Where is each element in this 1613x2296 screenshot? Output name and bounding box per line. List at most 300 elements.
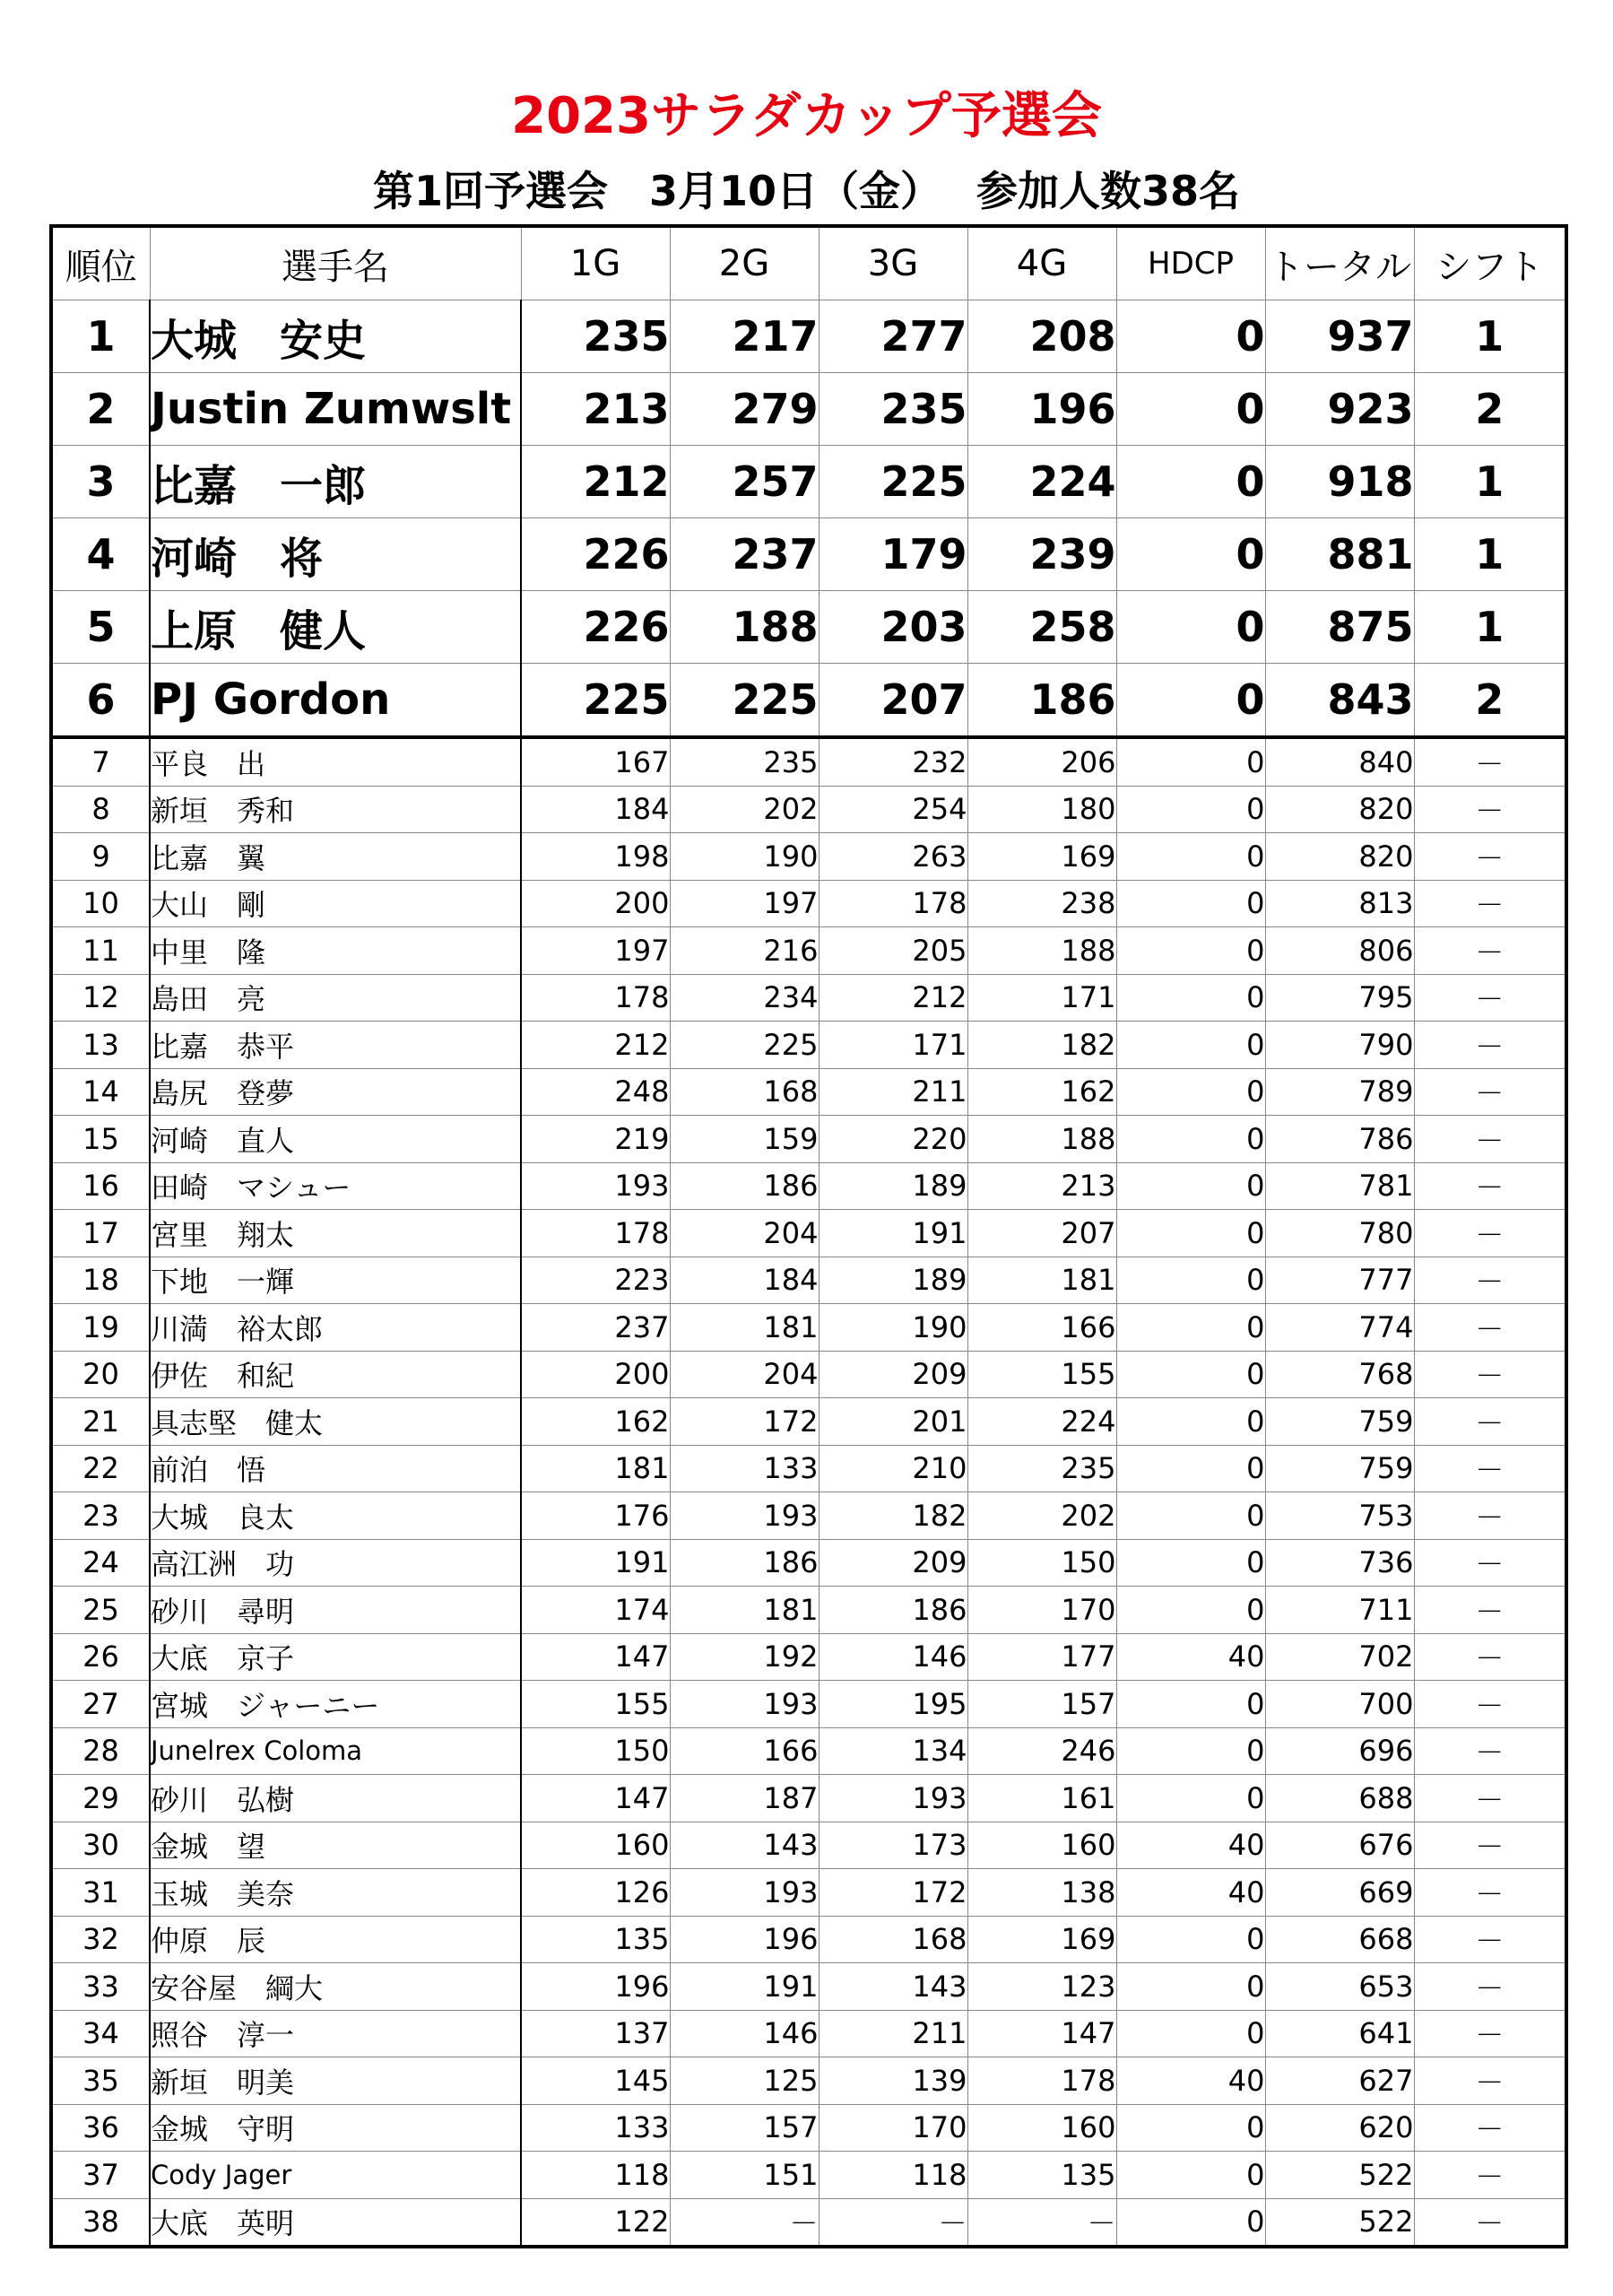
player-name-cell: 金城 望 <box>150 1822 521 1869</box>
game4-score-cell: 188 <box>967 927 1116 975</box>
game1-score-cell: 212 <box>521 1022 670 1069</box>
game2-score-cell: 172 <box>670 1398 819 1446</box>
game4-score-cell: 182 <box>967 1022 1116 1069</box>
game2-score-cell: 193 <box>670 1492 819 1540</box>
shift-cell: － <box>1414 2010 1566 2057</box>
table-row <box>51 1916 1566 1963</box>
hdcp-cell: 0 <box>1116 833 1265 881</box>
total-score-cell: 881 <box>1265 518 1414 591</box>
hdcp-cell: 0 <box>1116 880 1265 927</box>
hdcp-cell: 0 <box>1116 446 1265 518</box>
game1-score-cell: 197 <box>521 927 670 975</box>
game2-score-cell: 192 <box>670 1633 819 1681</box>
hdcp-cell: 0 <box>1116 927 1265 975</box>
rank-cell: 9 <box>51 833 150 881</box>
game2-score-cell: 186 <box>670 1539 819 1587</box>
game4-score-cell: 238 <box>967 880 1116 927</box>
total-score-cell: 702 <box>1265 1633 1414 1681</box>
total-score-cell: 813 <box>1265 880 1414 927</box>
hdcp-cell: 0 <box>1116 2152 1265 2199</box>
player-name-cell: 島田 亮 <box>150 974 521 1022</box>
game2-score-cell: 204 <box>670 1210 819 1257</box>
game4-score-cell: 162 <box>967 1068 1116 1116</box>
game2-score-cell: 166 <box>670 1727 819 1775</box>
rank-cell: 36 <box>51 2104 150 2152</box>
game2-score-cell: 188 <box>670 591 819 664</box>
player-name-cell: 新垣 秀和 <box>150 786 521 833</box>
rank-cell: 35 <box>51 2057 150 2105</box>
total-score-cell: 759 <box>1265 1398 1414 1446</box>
game2-score-cell: 225 <box>670 664 819 738</box>
game1-score-cell: 137 <box>521 2010 670 2057</box>
table-row <box>51 1116 1566 1163</box>
rank-cell: 32 <box>51 1916 150 1963</box>
hdcp-cell: 0 <box>1116 786 1265 833</box>
game3-score-cell: 168 <box>819 1916 967 1963</box>
player-name-cell: 玉城 美奈 <box>150 1869 521 1917</box>
game2-score-cell: 181 <box>670 1587 819 1634</box>
game4-score-cell: 150 <box>967 1539 1116 1587</box>
player-name-cell: 河崎 直人 <box>150 1116 521 1163</box>
shift-cell: － <box>1414 1162 1566 1210</box>
game1-score-cell: 226 <box>521 591 670 664</box>
hdcp-cell: 0 <box>1116 1398 1265 1446</box>
total-score-cell: 696 <box>1265 1727 1414 1775</box>
table-row <box>51 1068 1566 1116</box>
total-score-cell: 711 <box>1265 1587 1414 1634</box>
game1-score-cell: 213 <box>521 373 670 446</box>
shift-cell: 1 <box>1414 300 1566 373</box>
hdcp-cell: 0 <box>1116 1257 1265 1304</box>
game4-score-cell: 157 <box>967 1681 1116 1728</box>
game3-score-cell: 203 <box>819 591 967 664</box>
game2-score-cell: 181 <box>670 1304 819 1352</box>
game4-score-cell: 181 <box>967 1257 1116 1304</box>
table-row <box>51 1162 1566 1210</box>
game1-score-cell: 145 <box>521 2057 670 2105</box>
player-name-cell: 比嘉 恭平 <box>150 1022 521 1069</box>
game1-score-cell: 162 <box>521 1398 670 1446</box>
game4-score-cell: 147 <box>967 2010 1116 2057</box>
game3-score-cell: 179 <box>819 518 967 591</box>
game1-score-cell: 235 <box>521 300 670 373</box>
table-row <box>51 880 1566 927</box>
rank-cell: 20 <box>51 1351 150 1398</box>
game2-score-cell: 279 <box>670 373 819 446</box>
game4-score-cell: 196 <box>967 373 1116 446</box>
game4-score-cell: 186 <box>967 664 1116 738</box>
player-name-cell: Justin Zumwslt <box>150 373 521 446</box>
shift-cell: － <box>1414 1351 1566 1398</box>
game1-score-cell: 167 <box>521 737 670 786</box>
total-score-cell: 875 <box>1265 591 1414 664</box>
header-2g: 2G <box>670 226 819 300</box>
table-row <box>51 591 1566 664</box>
shift-cell: － <box>1414 1068 1566 1116</box>
total-score-cell: 522 <box>1265 2152 1414 2199</box>
game1-score-cell: 191 <box>521 1539 670 1587</box>
total-score-cell: 753 <box>1265 1492 1414 1540</box>
hdcp-cell: 40 <box>1116 1822 1265 1869</box>
shift-cell: － <box>1414 1775 1566 1822</box>
shift-cell: － <box>1414 2152 1566 2199</box>
total-score-cell: 676 <box>1265 1822 1414 1869</box>
player-name-cell: 新垣 明美 <box>150 2057 521 2105</box>
game1-score-cell: 178 <box>521 974 670 1022</box>
game4-score-cell: 224 <box>967 1398 1116 1446</box>
game1-score-cell: 133 <box>521 2104 670 2152</box>
game3-score-cell: 170 <box>819 2104 967 2152</box>
rank-cell: 22 <box>51 1445 150 1492</box>
shift-cell: － <box>1414 1445 1566 1492</box>
total-score-cell: 918 <box>1265 446 1414 518</box>
rank-cell: 28 <box>51 1727 150 1775</box>
shift-cell: － <box>1414 1822 1566 1869</box>
rank-cell: 13 <box>51 1022 150 1069</box>
player-name-cell: 照谷 淳一 <box>150 2010 521 2057</box>
player-name-cell: Junelrex Coloma <box>150 1727 521 1775</box>
hdcp-cell: 0 <box>1116 518 1265 591</box>
table-row <box>51 974 1566 1022</box>
game4-score-cell: 123 <box>967 1963 1116 2011</box>
game3-score-cell: 211 <box>819 1068 967 1116</box>
rank-cell: 5 <box>51 591 150 664</box>
table-row <box>51 1257 1566 1304</box>
hdcp-cell: 0 <box>1116 2010 1265 2057</box>
rank-cell: 1 <box>51 300 150 373</box>
game3-score-cell: 189 <box>819 1162 967 1210</box>
header-3g: 3G <box>819 226 967 300</box>
shift-cell: 2 <box>1414 664 1566 738</box>
game4-score-cell: 160 <box>967 2104 1116 2152</box>
game2-score-cell: 193 <box>670 1681 819 1728</box>
game1-score-cell: 147 <box>521 1775 670 1822</box>
table-row <box>51 518 1566 591</box>
player-name-cell: 川満 裕太郎 <box>150 1304 521 1352</box>
game1-score-cell: 223 <box>521 1257 670 1304</box>
rank-cell: 37 <box>51 2152 150 2199</box>
game4-score-cell: 224 <box>967 446 1116 518</box>
rank-cell: 25 <box>51 1587 150 1634</box>
rank-cell: 11 <box>51 927 150 975</box>
table-row <box>51 2198 1566 2247</box>
rank-cell: 14 <box>51 1068 150 1116</box>
rank-cell: 27 <box>51 1681 150 1728</box>
total-score-cell: 777 <box>1265 1257 1414 1304</box>
game1-score-cell: 226 <box>521 518 670 591</box>
game4-score-cell: 213 <box>967 1162 1116 1210</box>
hdcp-cell: 0 <box>1116 1587 1265 1634</box>
hdcp-cell: 0 <box>1116 1304 1265 1352</box>
game2-score-cell: 235 <box>670 737 819 786</box>
shift-cell: － <box>1414 1869 1566 1917</box>
total-score-cell: 774 <box>1265 1304 1414 1352</box>
shift-cell: － <box>1414 1916 1566 1963</box>
game2-score-cell: 186 <box>670 1162 819 1210</box>
total-score-cell: 820 <box>1265 786 1414 833</box>
total-score-cell: 795 <box>1265 974 1414 1022</box>
game3-score-cell: 191 <box>819 1210 967 1257</box>
game1-score-cell: 176 <box>521 1492 670 1540</box>
shift-cell: － <box>1414 927 1566 975</box>
rank-cell: 15 <box>51 1116 150 1163</box>
total-score-cell: 641 <box>1265 2010 1414 2057</box>
game2-score-cell: 217 <box>670 300 819 373</box>
game2-score-cell: 191 <box>670 1963 819 2011</box>
game1-score-cell: 147 <box>521 1633 670 1681</box>
table-row <box>51 833 1566 881</box>
game1-score-cell: 212 <box>521 446 670 518</box>
total-score-cell: 806 <box>1265 927 1414 975</box>
player-name-cell: 島尻 登夢 <box>150 1068 521 1116</box>
shift-cell: － <box>1414 786 1566 833</box>
game3-score-cell: 172 <box>819 1869 967 1917</box>
game2-score-cell: 190 <box>670 833 819 881</box>
game4-score-cell: 178 <box>967 2057 1116 2105</box>
hdcp-cell: 0 <box>1116 1022 1265 1069</box>
rank-cell: 12 <box>51 974 150 1022</box>
game3-score-cell: 173 <box>819 1822 967 1869</box>
game3-score-cell: 195 <box>819 1681 967 1728</box>
table-row <box>51 1210 1566 1257</box>
hdcp-cell: 0 <box>1116 974 1265 1022</box>
rank-cell: 24 <box>51 1539 150 1587</box>
game4-score-cell: 170 <box>967 1587 1116 1634</box>
shift-cell: － <box>1414 2104 1566 2152</box>
shift-cell: － <box>1414 1492 1566 1540</box>
table-row <box>51 1775 1566 1822</box>
total-score-cell: 620 <box>1265 2104 1414 2152</box>
table-row <box>51 927 1566 975</box>
player-name-cell: 宮里 翔太 <box>150 1210 521 1257</box>
table-row <box>51 1822 1566 1869</box>
table-row <box>51 1587 1566 1634</box>
game3-score-cell: 139 <box>819 2057 967 2105</box>
table-row <box>51 1351 1566 1398</box>
player-name-cell: 上原 健人 <box>150 591 521 664</box>
rank-cell: 17 <box>51 1210 150 1257</box>
header-shift: シフト <box>1414 226 1566 300</box>
table-row <box>51 1539 1566 1587</box>
game4-score-cell: 246 <box>967 1727 1116 1775</box>
game2-score-cell: 187 <box>670 1775 819 1822</box>
game2-score-cell: 125 <box>670 2057 819 2105</box>
hdcp-cell: 0 <box>1116 1351 1265 1398</box>
player-name-cell: 砂川 尋明 <box>150 1587 521 1634</box>
rank-cell: 33 <box>51 1963 150 2011</box>
game2-score-cell: － <box>670 2198 819 2247</box>
shift-cell: － <box>1414 2057 1566 2105</box>
table-row <box>51 786 1566 833</box>
game4-score-cell: 169 <box>967 1916 1116 1963</box>
table-row <box>51 1304 1566 1352</box>
game4-score-cell: 202 <box>967 1492 1116 1540</box>
hdcp-cell: 0 <box>1116 664 1265 738</box>
shift-cell: － <box>1414 1022 1566 1069</box>
player-name-cell: 大底 英明 <box>150 2198 521 2247</box>
shift-cell: － <box>1414 880 1566 927</box>
player-name-cell: 仲原 辰 <box>150 1916 521 1963</box>
total-score-cell: 780 <box>1265 1210 1414 1257</box>
shift-cell: 2 <box>1414 373 1566 446</box>
game3-score-cell: 277 <box>819 300 967 373</box>
header-rank: 順位 <box>51 226 150 300</box>
table-row <box>51 446 1566 518</box>
shift-cell: － <box>1414 974 1566 1022</box>
rank-cell: 6 <box>51 664 150 738</box>
player-name-cell: 下地 一輝 <box>150 1257 521 1304</box>
total-score-cell: 781 <box>1265 1162 1414 1210</box>
game4-score-cell: 155 <box>967 1351 1116 1398</box>
hdcp-cell: 0 <box>1116 2104 1265 2152</box>
table-row <box>51 2010 1566 2057</box>
page-subtitle: 第1回予選会 3月10日（金） 参加人数38名 <box>372 167 1241 215</box>
game1-score-cell: 225 <box>521 664 670 738</box>
hdcp-cell: 0 <box>1116 1445 1265 1492</box>
rank-cell: 23 <box>51 1492 150 1540</box>
table-body <box>51 300 1566 2248</box>
hdcp-cell: 0 <box>1116 373 1265 446</box>
table-row <box>51 2104 1566 2152</box>
game3-score-cell: 254 <box>819 786 967 833</box>
game3-score-cell: 235 <box>819 373 967 446</box>
table-row <box>51 1869 1566 1917</box>
shift-cell: － <box>1414 1587 1566 1634</box>
rank-cell: 2 <box>51 373 150 446</box>
table-row <box>51 737 1566 786</box>
shift-cell: － <box>1414 1398 1566 1446</box>
shift-cell: － <box>1414 1963 1566 2011</box>
total-score-cell: 688 <box>1265 1775 1414 1822</box>
table-row <box>51 664 1566 738</box>
table-row <box>51 1492 1566 1540</box>
game1-score-cell: 181 <box>521 1445 670 1492</box>
game3-score-cell: 220 <box>819 1116 967 1163</box>
game1-score-cell: 160 <box>521 1822 670 1869</box>
hdcp-cell: 0 <box>1116 2198 1265 2247</box>
player-name-cell: 比嘉 一郎 <box>150 446 521 518</box>
header-row <box>51 226 1566 300</box>
hdcp-cell: 0 <box>1116 300 1265 373</box>
shift-cell: － <box>1414 1633 1566 1681</box>
shift-cell: 1 <box>1414 446 1566 518</box>
game3-score-cell: 189 <box>819 1257 967 1304</box>
player-name-cell: 比嘉 翼 <box>150 833 521 881</box>
hdcp-cell: 0 <box>1116 1916 1265 1963</box>
game4-score-cell: 135 <box>967 2152 1116 2199</box>
header-hdcp: HDCP <box>1116 226 1265 300</box>
game3-score-cell: 193 <box>819 1775 967 1822</box>
hdcp-cell: 40 <box>1116 1869 1265 1917</box>
shift-cell: － <box>1414 1304 1566 1352</box>
table-row <box>51 1022 1566 1069</box>
game3-score-cell: 210 <box>819 1445 967 1492</box>
game4-score-cell: 235 <box>967 1445 1116 1492</box>
rank-cell: 10 <box>51 880 150 927</box>
total-score-cell: 700 <box>1265 1681 1414 1728</box>
hdcp-cell: 0 <box>1116 1210 1265 1257</box>
game3-score-cell: 201 <box>819 1398 967 1446</box>
total-score-cell: 653 <box>1265 1963 1414 2011</box>
header-4g: 4G <box>967 226 1116 300</box>
rank-cell: 16 <box>51 1162 150 1210</box>
hdcp-cell: 0 <box>1116 1068 1265 1116</box>
total-score-cell: 669 <box>1265 1869 1414 1917</box>
shift-cell: 1 <box>1414 518 1566 591</box>
table-row <box>51 2057 1566 2105</box>
game2-score-cell: 184 <box>670 1257 819 1304</box>
player-name-cell: 大山 剛 <box>150 880 521 927</box>
game3-score-cell: 178 <box>819 880 967 927</box>
hdcp-cell: 40 <box>1116 1633 1265 1681</box>
game4-score-cell: 208 <box>967 300 1116 373</box>
game2-score-cell: 216 <box>670 927 819 975</box>
shift-cell: － <box>1414 1210 1566 1257</box>
player-name-cell: 河崎 将 <box>150 518 521 591</box>
game4-score-cell: 180 <box>967 786 1116 833</box>
player-name-cell: PJ Gordon <box>150 664 521 738</box>
total-score-cell: 759 <box>1265 1445 1414 1492</box>
player-name-cell: 田崎 マシュー <box>150 1162 521 1210</box>
game1-score-cell: 198 <box>521 833 670 881</box>
hdcp-cell: 0 <box>1116 1539 1265 1587</box>
game4-score-cell: 160 <box>967 1822 1116 1869</box>
game2-score-cell: 196 <box>670 1916 819 1963</box>
results-table <box>49 224 1568 2248</box>
game3-score-cell: 171 <box>819 1022 967 1069</box>
game1-score-cell: 184 <box>521 786 670 833</box>
table-row <box>51 1445 1566 1492</box>
player-name-cell: 宮城 ジャーニー <box>150 1681 521 1728</box>
game2-score-cell: 257 <box>670 446 819 518</box>
game1-score-cell: 196 <box>521 1963 670 2011</box>
game3-score-cell: 263 <box>819 833 967 881</box>
game1-score-cell: 178 <box>521 1210 670 1257</box>
game4-score-cell: 258 <box>967 591 1116 664</box>
game2-score-cell: 143 <box>670 1822 819 1869</box>
game3-score-cell: 209 <box>819 1539 967 1587</box>
rank-cell: 8 <box>51 786 150 833</box>
game2-score-cell: 159 <box>670 1116 819 1163</box>
hdcp-cell: 0 <box>1116 1963 1265 2011</box>
game1-score-cell: 219 <box>521 1116 670 1163</box>
player-name-cell: 具志堅 健太 <box>150 1398 521 1446</box>
shift-cell: － <box>1414 1257 1566 1304</box>
player-name-cell: 大城 安史 <box>150 300 521 373</box>
game1-score-cell: 200 <box>521 1351 670 1398</box>
game3-score-cell: 205 <box>819 927 967 975</box>
game4-score-cell: 177 <box>967 1633 1116 1681</box>
hdcp-cell: 0 <box>1116 737 1265 786</box>
hdcp-cell: 0 <box>1116 1116 1265 1163</box>
shift-cell: － <box>1414 1539 1566 1587</box>
total-score-cell: 768 <box>1265 1351 1414 1398</box>
game3-score-cell: 209 <box>819 1351 967 1398</box>
shift-cell: － <box>1414 1681 1566 1728</box>
player-name-cell: 砂川 弘樹 <box>150 1775 521 1822</box>
player-name-cell: 金城 守明 <box>150 2104 521 2152</box>
table-row <box>51 2152 1566 2199</box>
total-score-cell: 789 <box>1265 1068 1414 1116</box>
shift-cell: － <box>1414 737 1566 786</box>
game1-score-cell: 174 <box>521 1587 670 1634</box>
table-header <box>51 226 1566 300</box>
total-score-cell: 937 <box>1265 300 1414 373</box>
game2-score-cell: 234 <box>670 974 819 1022</box>
shift-cell: － <box>1414 2198 1566 2247</box>
shift-cell: － <box>1414 1727 1566 1775</box>
player-name-cell: 安谷屋 綱大 <box>150 1963 521 2011</box>
